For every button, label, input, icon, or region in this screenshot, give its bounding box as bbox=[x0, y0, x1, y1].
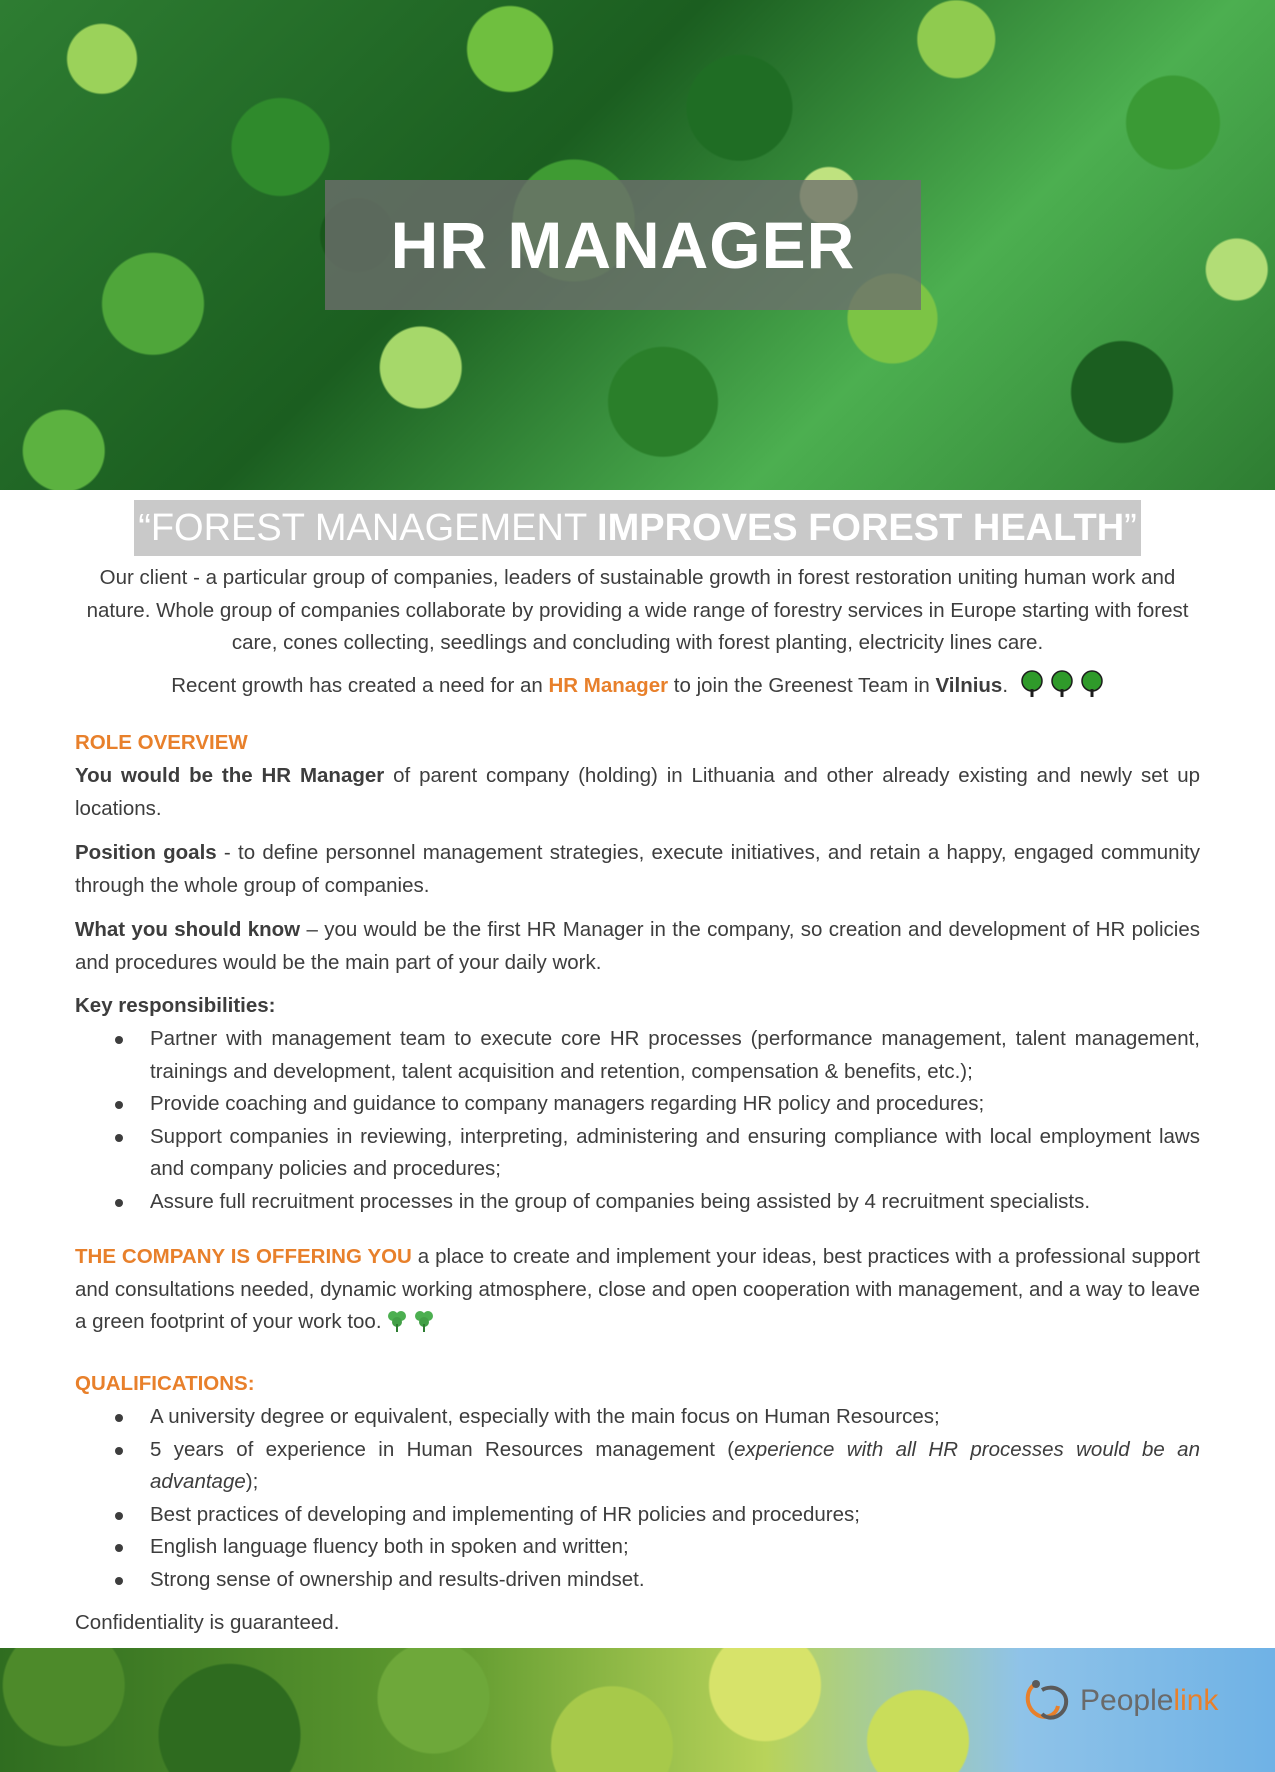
quote-bold: IMPROVES FOREST HEALTH bbox=[597, 507, 1125, 549]
list-item: Provide coaching and guidance to company managers regarding HR policy and procedures; bbox=[75, 1088, 1200, 1121]
intro-paragraph: Our client - a particular group of companies, leaders of sustainable growth in forest restoration uniting human work and nature. Whole group of companies collaborate by providing a wide range of forestry services in Europe starting with forest care, cones collecting, seedlings and concluding with forest planting, electricity lines care. bbox=[86, 566, 1189, 654]
qual-text: 5 years of experience in Human Resources management ( bbox=[150, 1437, 735, 1461]
growth-role: HR Manager bbox=[548, 674, 669, 697]
list-item: Assure full recruitment processes in the group of companies being assisted by 4 recruitment specialists. bbox=[75, 1186, 1200, 1219]
logo-link: link bbox=[1173, 1684, 1219, 1717]
quote-text bbox=[134, 500, 1141, 556]
offer-text: a place to create and implement your ideas, best practices with a professional support and consultations needed, dynamic working atmosphere, close and open cooperation with management, and a way to leave a green footprint of your work too. bbox=[75, 1245, 1200, 1333]
growth-text-3: . bbox=[1002, 674, 1009, 697]
role-p1-bold: You would be the HR Manager bbox=[75, 764, 385, 787]
responsibilities-list bbox=[75, 1023, 1200, 1218]
footer-forest-image bbox=[0, 1648, 1275, 1772]
qual-after: ); bbox=[245, 1470, 259, 1493]
peoplelink-logo bbox=[1022, 1676, 1218, 1726]
offer-paragraph bbox=[75, 1241, 1200, 1339]
growth-line bbox=[70, 670, 1205, 703]
list-item: Best practices of developing and implementing of HR policies and procedures; bbox=[75, 1499, 1200, 1532]
peoplelink-logo-text bbox=[1080, 1684, 1218, 1718]
logo-people: People bbox=[1080, 1684, 1174, 1717]
page-title: HR MANAGER bbox=[390, 208, 856, 282]
clover-icon bbox=[412, 1308, 436, 1332]
list-item: Strong sense of ownership and results-driven mindset. bbox=[75, 1564, 1200, 1597]
growth-text-1: Recent growth has created a need for an bbox=[171, 674, 549, 697]
qualifications-heading: QUALIFICATIONS: bbox=[75, 1372, 255, 1395]
role-p3-bold: What you should know bbox=[75, 918, 301, 941]
role-paragraph-2 bbox=[75, 837, 1200, 902]
role-p2-text: - to define personnel management strategies, execute initiatives, and retain a happy, engaged community through the whole group of companies. bbox=[75, 841, 1200, 897]
list-item: Partner with management team to execute core HR processes (performance management, talent management, trainings and development, talent acquisition and retention, compensation & benefits, etc.); bbox=[75, 1023, 1200, 1088]
growth-city: Vilnius bbox=[935, 674, 1003, 697]
role-p2-bold: Position goals bbox=[75, 841, 217, 864]
list-item: A university degree or equivalent, especially with the main focus on Human Resources; bbox=[75, 1401, 1200, 1434]
clover-icon bbox=[385, 1308, 409, 1332]
key-responsibilities-heading: Key responsibilities: bbox=[75, 994, 276, 1017]
role-p1-text: of parent company (holding) in Lithuania and other already existing and newly set up locations. bbox=[75, 764, 1201, 820]
list-item: Support companies in reviewing, interpreting, administering and ensuring compliance with local employment laws and company policies and procedures; bbox=[75, 1121, 1200, 1186]
role-p3-text: – you would be the first HR Manager in the company, so creation and development of HR policies and procedures would be the main part of your daily work. bbox=[75, 918, 1200, 974]
role-paragraph-1 bbox=[75, 760, 1200, 825]
role-paragraph-3 bbox=[75, 914, 1200, 979]
hero-forest-image bbox=[0, 0, 1275, 490]
list-item bbox=[75, 1434, 1200, 1499]
tree-icon bbox=[1080, 670, 1104, 698]
qual-italic: experience with all HR processes would be an advantage bbox=[150, 1437, 1200, 1493]
tree-icon bbox=[1020, 670, 1044, 698]
qualifications-list bbox=[75, 1401, 1200, 1596]
growth-text-2: to join the Greenest Team in bbox=[668, 674, 936, 697]
role-overview-heading: ROLE OVERVIEW bbox=[75, 731, 248, 754]
peoplelink-logo-icon bbox=[1022, 1676, 1076, 1726]
hero-title-box bbox=[325, 180, 921, 310]
list-item: English language fluency both in spoken and written; bbox=[75, 1531, 1200, 1564]
tree-icon bbox=[1050, 670, 1074, 698]
quote-close: ” bbox=[1124, 507, 1137, 549]
offer-heading: THE COMPANY IS OFFERING YOU bbox=[75, 1245, 412, 1268]
quote-banner bbox=[0, 500, 1275, 556]
confidentiality-note: Confidentiality is guaranteed. bbox=[75, 1611, 340, 1634]
quote-open: “FOREST MANAGEMENT bbox=[138, 507, 598, 549]
